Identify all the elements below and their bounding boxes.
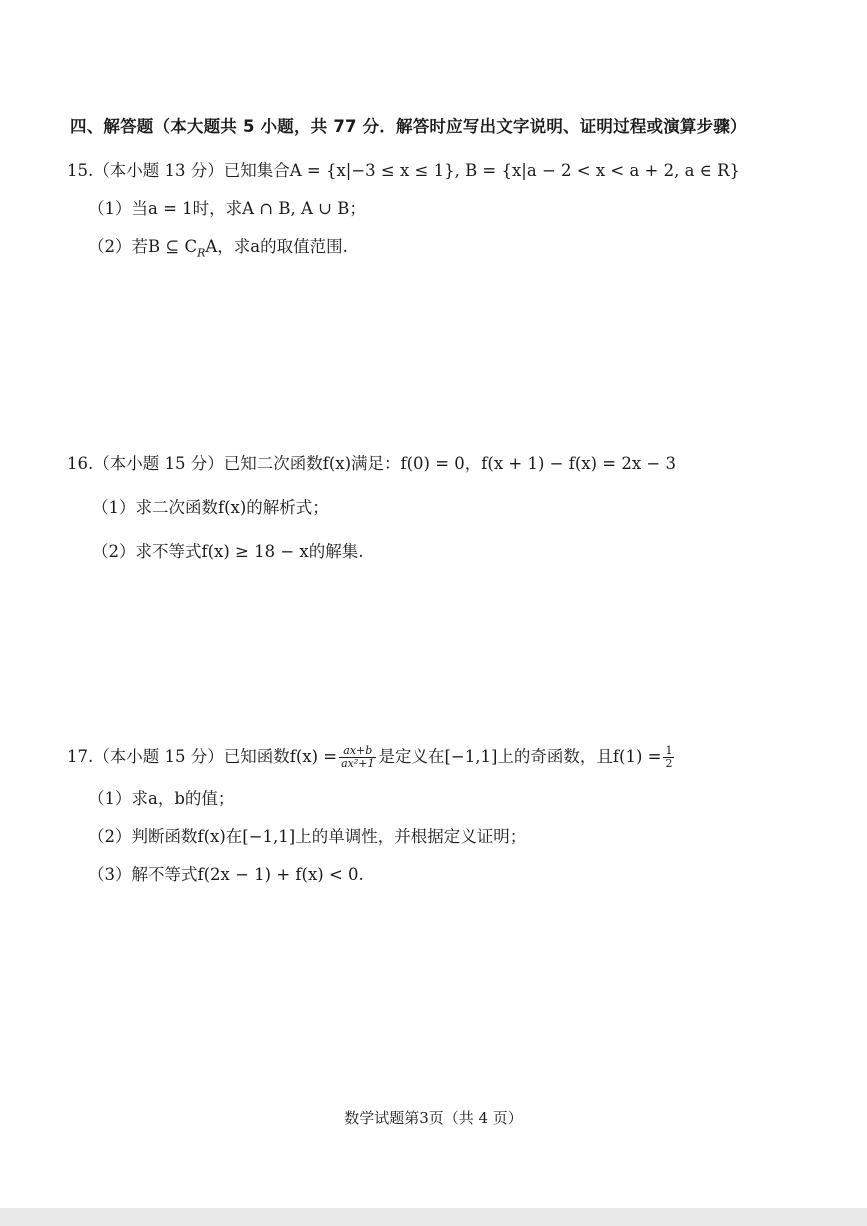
problem-15-header: 15.（本小题 13 分）已知集合A = {x|−3 ≤ x ≤ 1}, B = {x|a − 2 < x < a + 2, a ∈ R}	[67, 161, 741, 180]
problem-15-part-2-text-b: A，求a的取值范围.	[205, 237, 348, 256]
page-footer: 数学试题第3页（共 4 页）	[344, 1109, 523, 1127]
problem-17-half	[663, 745, 674, 770]
problem-17-part-3: （3）解不等式f(2x − 1) + f(x) < 0.	[88, 865, 364, 884]
problem-15-part-2	[88, 236, 348, 264]
problem-16-header: 16.（本小题 15 分）已知二次函数f(x)满足：f(0) = 0，f(x + 1) − f(x) = 2x − 3	[67, 454, 676, 473]
problem-16-part-2: （2）求不等式f(x) ≥ 18 − x的解集.	[92, 542, 364, 561]
problem-17-part-2: （2）判断函数f(x)在[−1,1]上的单调性，并根据定义证明；	[88, 827, 527, 846]
problem-17-fraction-numerator: ax+b	[339, 745, 376, 758]
problem-17-header-middle: 是定义在[−1,1]上的奇函数，且f(1) =	[378, 747, 662, 766]
problem-17-half-numerator: 1	[665, 744, 673, 757]
problem-17-header	[67, 745, 676, 770]
problem-17-half-denominator: 2	[665, 757, 673, 770]
problem-16-part-1: （1）求二次函数f(x)的解析式；	[92, 498, 329, 517]
section-title: 四、解答题（本大题共 5 小题，共 77 分．解答时应写出文字说明、证明过程或演算步骤）	[70, 117, 747, 136]
problem-17-fraction	[339, 745, 376, 770]
bottom-band	[0, 1208, 867, 1226]
problem-17-fraction-denominator: ax²+1	[341, 757, 375, 770]
problem-17-header-prefix: 17.（本小题 15 分）已知函数f(x) =	[67, 747, 338, 766]
problem-17-part-1: （1）求a，b的值；	[88, 789, 235, 808]
problem-15-part-1: （1）当a = 1时，求A ∩ B, A ∪ B；	[88, 199, 366, 218]
problem-15-part-2-text-a: （2）若B ⊆ C	[88, 237, 198, 256]
problem-15-part-2-subscript: R	[197, 246, 206, 260]
